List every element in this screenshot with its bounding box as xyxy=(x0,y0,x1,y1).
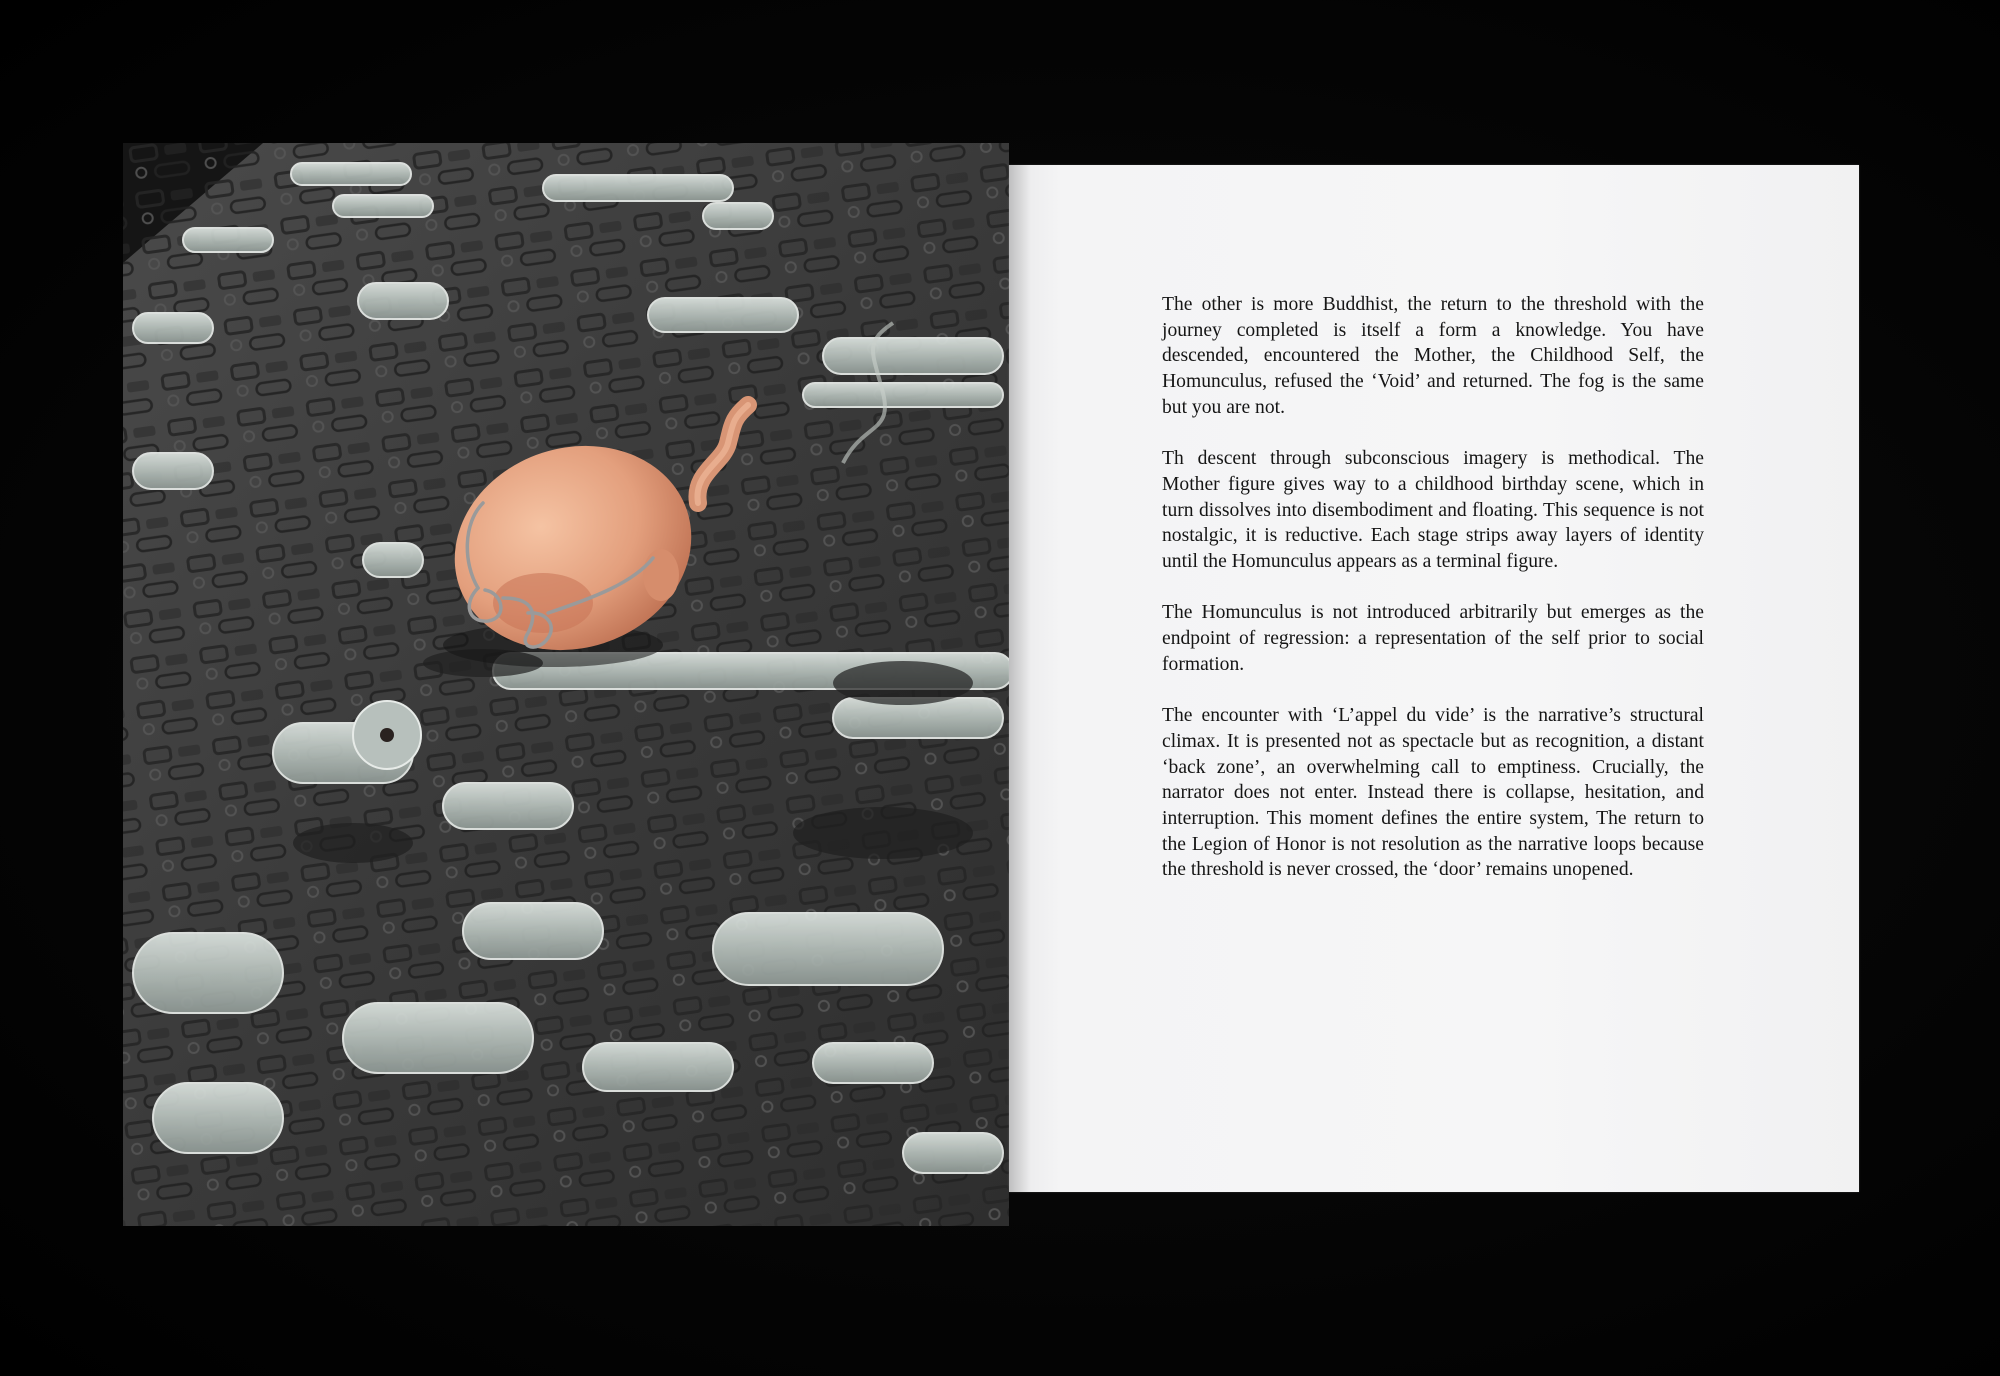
photograph xyxy=(123,143,1009,1226)
paragraph: Th descent through subconscious imagery is methodical. The Mother figure gives way to a childhood birthday scene, which in turn dissolves into disembodiment and floating. This sequence is not nostalgic, it is reductive. Each stage strips away layers of identity until the Homunculus appears as a terminal figure. xyxy=(1162,448,1704,573)
paragraph: The Homunculus is not introduced arbitrarily but emerges as the endpoint of regression: a representation of the self prior to social formation. xyxy=(1162,602,1704,675)
essay-text xyxy=(1162,292,1704,909)
text-page xyxy=(1009,165,1859,1192)
paragraph: The encounter with ‘L’appel du vide’ is the narrative’s structural climax. It is presented not as spectacle but as recognition, a distant ‘back zone’, an overwhelming call to emptiness. Crucially, the narrator does not enter. Instead there is collapse, hesitation, and interruption. This moment defines the entire system, The return to the Legion of Honor is not resolution as the narrative loops because the threshold is never crossed, the ‘door’ remains unopened. xyxy=(1162,705,1704,881)
photograph-page xyxy=(123,143,1009,1226)
paragraph: The other is more Buddhist, the return to the threshold with the journey completed is itself a form a knowledge. You have descended, encountered the Mother, the Childhood Self, the Homunculus, refused the ‘Void’ and returned. The fog is the same but you are not. xyxy=(1162,294,1704,418)
spine-shadow xyxy=(1009,165,1031,1192)
